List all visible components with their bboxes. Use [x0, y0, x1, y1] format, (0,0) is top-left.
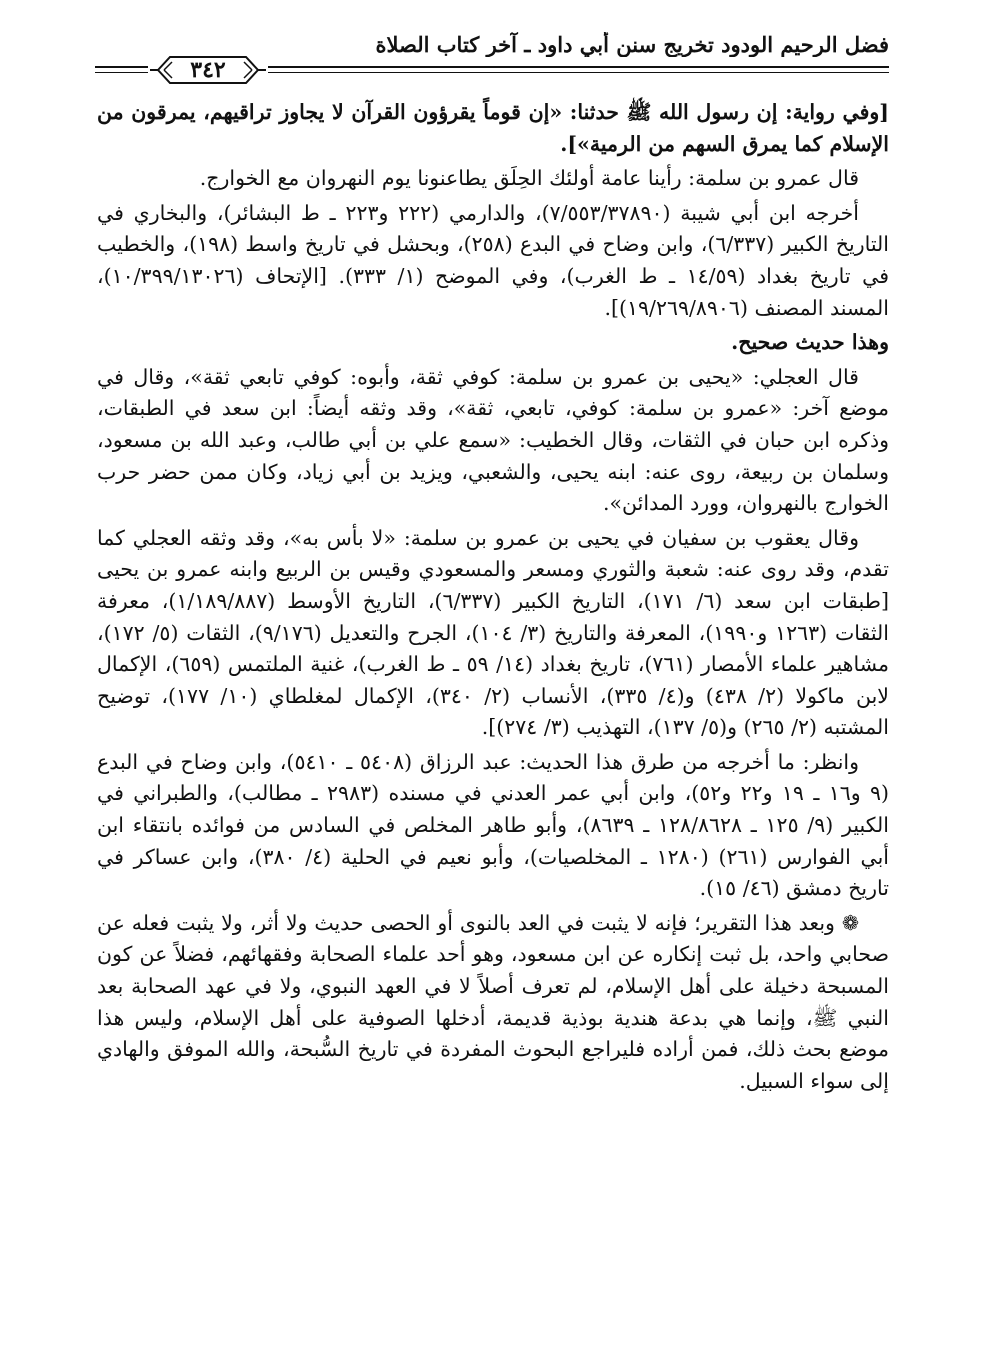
page-number-badge: [148, 53, 268, 87]
page-number: ٣٤٢: [190, 57, 226, 83]
page-header: [95, 26, 889, 96]
grading-statement: وهذا حديث صحيح.: [731, 330, 889, 355]
page-body: [97, 97, 889, 1100]
narrator-evaluation-yaqub: وقال يعقوب بن سفيان في يحيى بن عمرو بن سلمة: «لا بأس به»، وقد وثقه العجلي كما تقدم، وقد روى عنه: شعبة والثوري ومسعر والمسعودي وقيس بن الربيع وابنه عمرو بن يحيى [طبقات ابن سعد (٦/ ١٧١)، التاريخ الكبير (٦/٣٣٧)، التاريخ الأوسط (١/١٨٩/٨٨٧)، معرفة الثقات (١٢٦٣ و١٩٩٠)، المعرفة والتاريخ (٣/ ١٠٤)، الجرح والتعديل (٩/١٧٦)، الثقات (٥/ ١٧٢)، مشاهير علماء الأمصار (٧٦١)، تاريخ بغداد (١٤/ ٥٩ ـ ط الغرب)، غنية الملتمس (٦٥٩)، الإكمال لابن ماكولا (٢/ ٤٣٨) و(٤/ ٣٣٥)، الأنساب (٢/ ٣٤٠)، الإكمال لمغلطاي (١٠/ ١٧٧)، توضيح المشتبه (٢/ ٢٦٥) و(٥/ ١٣٧)، التهذيب (٣/ ٢٧٤)].: [97, 525, 889, 740]
takhrij-paragraph: أخرجه ابن أبي شيبة (٧/٥٥٣/٣٧٨٩٠)، والدارمي (٢٢٢ و٢٢٣ ـ ط البشائر)، والبخاري في التاريخ الكبير (٦/٣٣٧)، وابن وضاح في البدع (٢٥٨)، وبحشل في تاريخ واسط (١٩٨)، والخطيب في تاريخ بغداد (١٤/٥٩ ـ ط الغرب)، وفي الموضح (١/ ٣٣٣). [الإتحاف (١٠/٣٩٩/١٣٠٢٦)، المسند المصنف (١٩/٢٦٩/٨٩٠٦)].: [97, 200, 889, 320]
narrator-statement: قال عمرو بن سلمة: رأينا عامة أولئك الحِلَق يطاعنونا يوم النهروان مع الخوارج.: [199, 166, 859, 191]
running-title: فضل الرحيم الودود تخريج سنن أبي داود ـ آخر كتاب الصلاة: [375, 32, 889, 57]
narration-variant: [وفي رواية: إن رسول الله ﷺ حدثنا: «إن قوماً يقرؤون القرآن لا يجاوز تراقيهم، يمرقون من الإسلام كما يمرق السهم من الرمية»].: [97, 100, 889, 156]
narrator-evaluation-ajli: قال العجلي: «يحيى بن عمرو بن سلمة: كوفي ثقة، وأبوه: كوفي تابعي ثقة»، وقال في موضع آخر: «عمرو بن سلمة: كوفي، تابعي، ثقة»، وقد وثقه أيضاً: ابن سعد في الطبقات، وذكره ابن حبان في الثقات، وقال الخطيب: «سمع علي بن أبي طالب، وعبد الله بن مسعود، وسلمان بن ربيعة، روى عنه: ابنه يحيى، والشعبي، ويزيد بن أبي زياد، وكان ممن حضر حرب الخوارج بالنهروان، وورد المدائن».: [97, 364, 889, 516]
see-also-paragraph: وانظر: ما أخرجه من طرق هذا الحديث: عبد الرزاق (٥٤٠٨ ـ ٥٤١٠)، وابن وضاح في البدع (٩ و١٦ ـ ١٩ و٢٢ و٥٢)، وابن أبي عمر العدني في مسنده (٢٩٨٣ ـ مطالب)، والطبراني في الكبير (٩/ ١٢٥ ـ ١٢٨/٨٦٢٨ ـ ٨٦٣٩)، وأبو طاهر المخلص في السادس من فوائده بانتقاء ابن أبي الفوارس (٢٦١) (١٢٨٠ ـ المخلصيات)، وأبو نعيم في الحلية (٤/ ٣٨٠)، وابن عساكر في تاريخ دمشق (٤٦/ ١٥).: [97, 749, 890, 901]
conclusion-paragraph: ❁ وبعد هذا التقرير؛ فإنه لا يثبت في العد بالنوى أو الحصى حديث ولا أثر، ولا يثبت فعله عن صحابي واحد، بل ثبت إنكاره عن ابن مسعود، وهو أحد علماء الصحابة وفقهائهم، فضلاً عن كون المسبحة دخيلة على أهل الإسلام، لم تعرف أصلاً لا في العهد النبوي، ولا في عهد الصحابة بعد النبي ﷺ، وإنما هي بدعة هندية بوذية قديمة، أدخلها الصوفية على أهل الإسلام، وليس هذا موضع بحث ذلك، فمن أراده فليراجع البحوث المفردة في تاريخ السُّبحة، والله الموفق والهادي إلى سواء السبيل.: [97, 910, 889, 1093]
